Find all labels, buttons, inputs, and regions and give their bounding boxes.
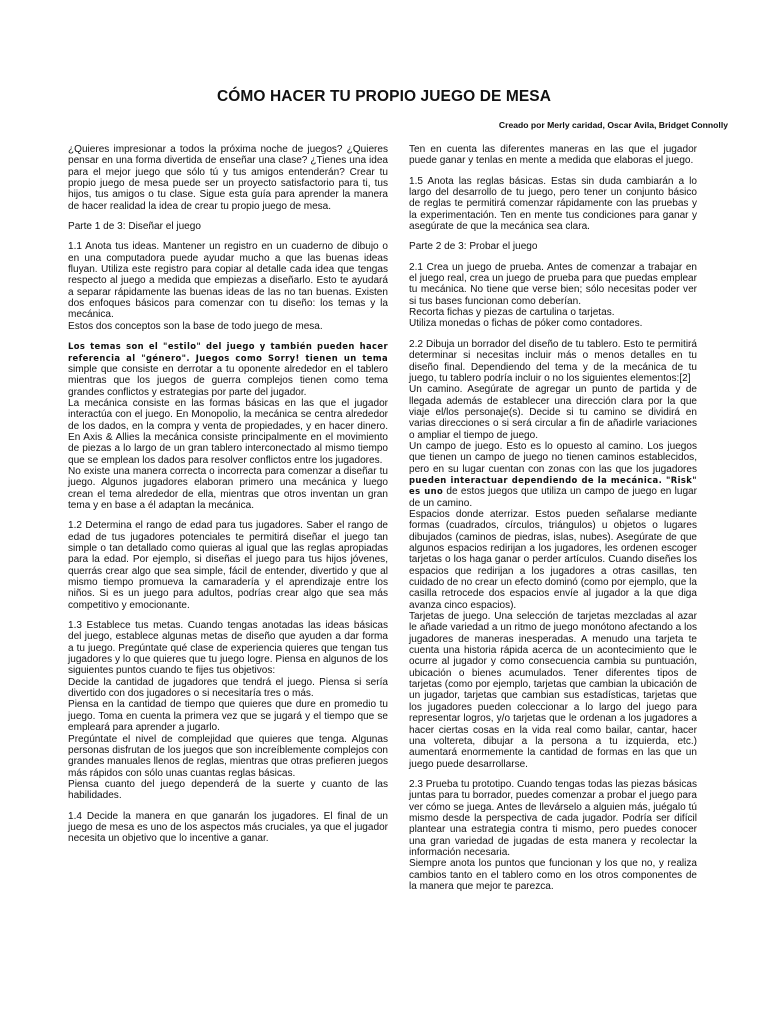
step-2-1-paragraph: 2.1 Crea un juego de prueba. Antes de comenzar a trabajar en el juego real, crea un juego de prueba para que puedas emplear tu mecánica. No tiene que verse bien; sólo necesitas poder ver si tus bases funcionan como deberían. [409,261,697,307]
step-2-2-paragraph: 2.2 Dibuja un borrador del diseño de tu tablero. Esto te permitirá determinar si necesitas incluir más o menos detalles en tu diseño final. Dependiendo del tema y de la mecánica de tu juego, tu tablero podría incluir o no los siguientes elementos:[2] [409,338,697,384]
game-field-item [409,441,697,509]
game-field-end: de estos juegos que utiliza un campo de juego en lugar de un camino. [409,486,697,509]
step-2-3-paragraph: 2.3 Prueba tu prototipo. Cuando tengas todas las piezas básicas juntas para tu borrador, puedes comenzar a probar el juego para ver cómo se juega. Antes de llevárselo a alguien más, juégalo tú mismo desde la perspectiva de cada jugador. Podría ser difícil plantear una estrategia contra ti mismo, pero puedes conocer una gran variedad de jugadas de esta manera y recolectar la información necesaria. [409,778,697,858]
game-field-start: Un campo de juego. Esto es lo opuesto al camino. Los juegos que tienen un campo de juego no tienen caminos establecidos, pero en su lugar cuentan con zonas con las que los jugadores [409,440,697,475]
duration-item: Piensa en la cantidad de tiempo que quieres que dure en promedio tu juego. Toma en cuenta la primera vez que se jugará y el tiempo que se empleará para aprender a jugarlo. [68,699,388,734]
luck-skill-item: Piensa cuanto del juego dependerá de la suerte y cuanto de las habilidades. [68,778,388,802]
part-1-heading: Parte 1 de 3: Diseñar el juego [68,221,201,233]
intro-paragraph: ¿Quieres impresionar a todos la próxima noche de juegos? ¿Quieres pensar en una forma divertida de enseñar una clase? ¿Tienes una idea para el mejor juego que sólo tú y tus amigos entenderán? Crear tu propio juego de mesa puede ser un proyecto satisfactorio para ti, tus hijos, tus amigos o tu clase. Sigue esta guía para aprender la manera de hacer realidad la idea de crear tu propio juego de mesa. [68,144,388,212]
left-column [68,144,388,854]
themes-paragraph [68,341,388,398]
coins-counters-item: Utiliza monedas o fichas de póker como contadores. [409,318,643,330]
game-field-mechanic: pueden interactuar dependiendo de la mecánica. "Risk" es uno [409,474,697,497]
themes-rest: simple que consiste en derrotar a tu oponente alrededor en el tablero mientras que los juegos de guerra complejos tienen como tema grandes conflictos y estrategias por parte del jugador. [68,363,388,398]
step-1-1-paragraph: 1.1 Anota tus ideas. Mantener un registro en un cuaderno de dibujo o en una computadora puede ayudar mucho a que las buenas ideas fluyan. Utiliza este registro para copiar al detalle cada idea que tengas respecto al juego a medida que empiezas a diseñarlo. Esto te ayudará a separar rápidamente las buenas ideas de las no tan buenas. Existen dos enfoques básicos para comenzar con tu diseño: los temas y la mecánica. Estos dos conceptos son la base de todo juego de mesa. [68,241,388,332]
players-count-item: Decide la cantidad de jugadores que tendrá el juego. Piensa si sería divertido con dos jugadores o si necesitaría tres o más. [68,676,388,700]
winning-ways-paragraph: Ten en cuenta las diferentes maneras en las que el jugador puede ganar y tenlas en mente a medida que elaboras el juego. [409,144,697,167]
cut-pieces-item: Recorta fichas y piezas de cartulina o tarjetas. [409,307,615,319]
step-1-4-paragraph: 1.4 Decide la manera en que ganarán los jugadores. El final de un juego de mesa es uno de los aspectos más cruciales, ya que el jugador necesita un objetivo que lo incentive a ganar. [68,810,388,845]
notes-item: Siempre anota los puntos que funcionan y los que no, y realiza cambios tanto en el tablero como en los otros componentes de la manera que mejor te parezca. [409,858,697,892]
document-title: CÓMO HACER TU PROPIO JUEGO DE MESA [216,88,552,105]
landing-spaces-item: Espacios donde aterrizar. Estos pueden señalarse mediante formas (cuadrados, círculos, triángulos) u objetos o lugares dibujados (caminos de piedras, islas, nubes). Asegúrate de que algunos espacios redirijan a los jugadores, les ordenen escoger tarjetas o los haga ganar o perder artículos. Cuando diseñes los espacios que redirijan a los jugadores a otras casillas, ten cuidado de no crear un efecto dominó (como por ejemplo, que la casilla retrocede dos espacios envíe al jugador a la que diga avanza cinco espacios). [409,508,697,611]
mechanics-paragraph: La mecánica consiste en las formas básicas en las que el jugador interactúa con el juego. En Monopolio, la mecánica se centra alrededor de los dados, en la compra y venta de propiedades, y en hacer dinero. En Axis & Allies la mecánica consiste principalmente en el movimiento de piezas a lo largo de un gran tablero interconectado al mismo tiempo que se emplean los dados para resolver conflictos entre los jugadores. [68,397,388,466]
step-1-5-paragraph: 1.5 Anota las reglas básicas. Estas sin duda cambiarán a lo largo del desarrollo de tu juego, pero tener un conjunto básico de reglas te permitirá comenzar rápidamente con las pruebas y la experimentación. Ten en mente tus condiciones para ganar y asegúrate de que la mecánica sea clara. [409,175,697,233]
complexity-item: Pregúntate el nivel de complejidad que quieres que tenga. Algunas personas disfrutan de los juegos que son increíblemente complejos con grandes manuales llenos de reglas, mientras que otras prefieren juegos más rápidos con sólo unas cuantas reglas básicas. [68,733,388,779]
authors-line: Creado por Merly caridad, Oscar Avila, Bridget Connolly [498,120,728,130]
step-1-3-paragraph: 1.3 Establece tus metas. Cuando tengas anotadas las ideas básicas del juego, establece algunas metas de diseño que ayuden a dar forma a tu juego. Pregúntate qué clase de experiencia quieres que tengan tus jugadores y lo que quieres que tu juego logre. Piensa en algunos de los siguientes puntos cuando te fijes tus objetivos: [68,620,388,677]
themes-lead: Los temas son el "estilo" del juego y también pueden hacer referencia al "género". Juegos como Sorry! tienen un tema [68,341,388,363]
right-column [409,144,697,901]
no-right-way-paragraph: No existe una manera correcta o incorrecta para comenzar a diseñar tu juego. Algunos jugadores elaboran primero una mecánica y luego crean el tema alrededor de ella, mientras que otros inventan un gran tema y en base a él adaptan la mecánica. [68,465,388,511]
game-cards-item: Tarjetas de juego. Una selección de tarjetas mezcladas al azar le añade variedad a un ritmo de juego monótono afectando a los jugadores de maneras inesperadas. A menudo una tarjeta te cuenta una historia rápida acerca de un acontecimiento que le ocurre al jugador y como consecuencia cambia su puntuación, ubicación o bienes acumulados. Tener diferentes tipos de tarjetas (como por ejemplo, tarjetas que cambian la ubicación de un jugador, tarjetas que cambian sus estadísticas, tarjetas que los jugadores pueden coleccionar a lo largo del juego para representar logros, y/o tarjetas que le ordenan a los jugadores a hacer ciertas cosas en la vida real como bailar, cantar, hacer una voltereta, dibujar a la persona a tu izquierda, etc.) aumentará enormemente la cantidad de formas en las que un juego puede desarrollarse. [409,611,697,770]
part-2-heading: Parte 2 de 3: Probar el juego [409,241,538,253]
path-item: Un camino. Asegúrate de agregar un punto de partida y de llegada además de establecer una dirección clara por la que viaje el/los personaje(s). Decide si tu camino se dividirá en varias direcciones o si será circular a fin de añadirle variaciones o ampliar el tiempo de juego. [409,384,697,441]
step-1-2-paragraph: 1.2 Determina el rango de edad para tus jugadores. Saber el rango de edad de tus jugadores potenciales te permitirá diseñar el juego tan simple o tan detallado como quieras al igual que las reglas apropiadas para la edad. Por ejemplo, si diseñas el juego para tus hijos jóvenes, querrás crear algo que sea simple, fácil de entender, divertido y que al mismo tiempo promueva la camaradería y el aprendizaje entre los niños. Si es un juego para adultos, podrías crear algo que sea más competitivo y emocionante. [68,520,388,611]
